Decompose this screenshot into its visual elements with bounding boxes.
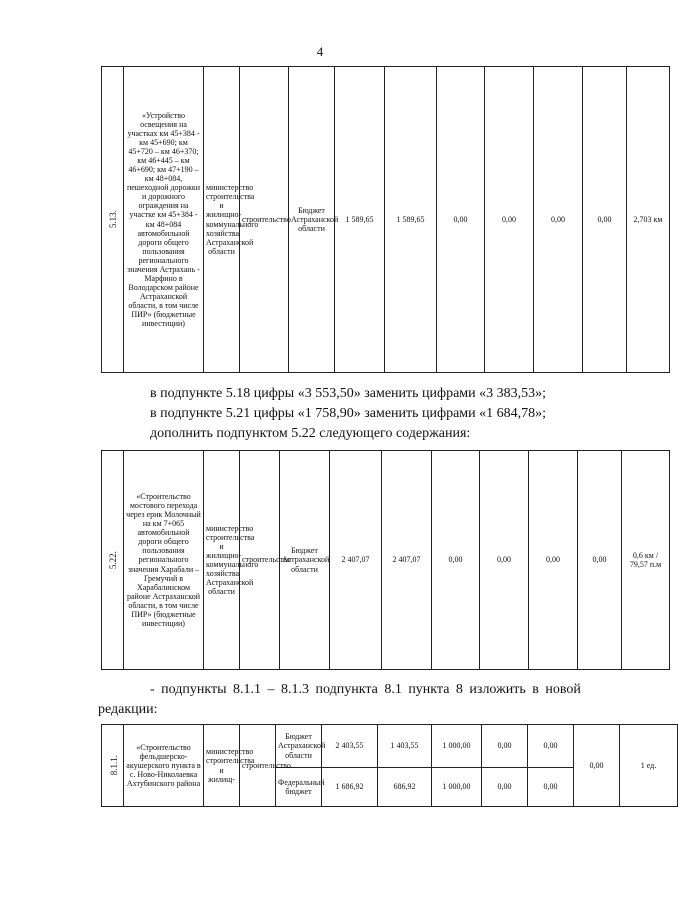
funding-source-cell: Бюджет Астраханской области [276, 725, 322, 768]
item-number: 8.1.1. [109, 755, 120, 776]
year-2-amount-cell: 0,00 [432, 451, 480, 670]
year-5-amount-cell: 0,00 [574, 725, 620, 807]
total-amount-cell: 2 407,07 [330, 451, 382, 670]
year-3-amount-cell: 0,00 [480, 451, 529, 670]
total-amount-cell: 1 589,65 [335, 67, 385, 373]
paragraph-5-22-intro: дополнить подпунктом 5.22 следующего содержания: [150, 426, 471, 441]
page-number: 4 [316, 44, 324, 59]
work-type-cell: строительство [240, 67, 289, 373]
funding-source-cell: Бюджет Астраханской области [280, 451, 330, 670]
item-number-cell [102, 451, 124, 670]
year-3-amount-cell: 0,00 [485, 67, 534, 373]
table-item-8-1-1 [101, 724, 678, 807]
funding-source-cell: Бюджет Астраханской области [289, 67, 335, 373]
year-1-amount-cell: 686,92 [378, 768, 432, 807]
year-3-amount-cell: 0,00 [482, 725, 528, 768]
project-name-cell: «Устройство освещения на участках км 45+384 - км 45+690; км 45+720 – км 46+370; км 46+445 – км 46+690; км 47+190 – км 48+084, пешеходной дорожки и дорожного ограждения на участке км 45+384 - км 48+084 автомобильной дороги общего пользования регионального значения Астрахань - Марфино в Володарском районе Астраханской области, в том числе ПИР» (бюджетные инвестиции) [124, 67, 204, 373]
executor-cell: министерство строительства и жилищ- [204, 725, 240, 807]
paragraph-5-21: в подпункте 5.21 цифры «1 758,90» заменить цифрами «1 684,78»; [150, 406, 547, 421]
project-name-cell: «Строительство мостового перехода через ерик Молочный на км 7+065 автомобильной дороги общего пользования регионального значения Харабали – Гремучий в Харабалинском районе Астраханской области, в том числе ПИР» (бюджетные инвестиции) [124, 451, 204, 670]
table-row [102, 725, 678, 768]
item-number: 5.22. [107, 551, 118, 569]
table-row [102, 451, 670, 670]
paragraph-8-1-intro-line2: редакции: [98, 702, 158, 717]
work-type-cell: строительство [240, 725, 276, 807]
item-number: 5.13. [107, 210, 118, 229]
year-5-amount-cell: 0,00 [578, 451, 622, 670]
executor-cell: министерство строительства и жилищно-коммунального хозяйства Астраханской области [204, 67, 240, 373]
table-item-5-13 [101, 66, 670, 373]
year-1-amount-cell: 1 403,55 [378, 725, 432, 768]
funding-source-cell: Федеральный бюджет [276, 768, 322, 807]
year-4-amount-cell: 0,00 [528, 725, 574, 768]
total-amount-cell: 1 686,92 [322, 768, 378, 807]
year-2-amount-cell: 1 000,00 [432, 725, 482, 768]
paragraph-8-1-intro-line1: - подпункты 8.1.1 – 8.1.3 подпункта 8.1 пункта 8 изложить в новой [150, 682, 581, 697]
executor-cell: министерство строительства и жилищно-коммунального хозяйства Астраханской области [204, 451, 240, 670]
work-type-cell: строительство [240, 451, 280, 670]
paragraph-5-18: в подпункте 5.18 цифры «3 553,50» заменить цифрами «3 383,53»; [150, 386, 547, 401]
year-4-amount-cell: 0,00 [529, 451, 578, 670]
result-indicator-cell: 0,6 км / 79,57 п.м [622, 451, 670, 670]
project-name-cell: «Строительство фельдшерско-акушерского пункта в с. Ново-Николаевка Ахтубинского района [124, 725, 204, 807]
year-2-amount-cell: 0,00 [437, 67, 485, 373]
item-number-cell [102, 67, 124, 373]
result-indicator-cell: 2,703 км [627, 67, 670, 373]
table-item-5-22 [101, 450, 670, 670]
year-4-amount-cell: 0,00 [528, 768, 574, 807]
year-4-amount-cell: 0,00 [534, 67, 583, 373]
item-number-cell [102, 725, 124, 807]
year-3-amount-cell: 0,00 [482, 768, 528, 807]
year-5-amount-cell: 0,00 [583, 67, 627, 373]
year-2-amount-cell: 1 000,00 [432, 768, 482, 807]
table-row [102, 67, 670, 373]
year-1-amount-cell: 2 407,07 [382, 451, 432, 670]
result-indicator-cell: 1 ед. [620, 725, 678, 807]
year-1-amount-cell: 1 589,65 [385, 67, 437, 373]
total-amount-cell: 2 403,55 [322, 725, 378, 768]
